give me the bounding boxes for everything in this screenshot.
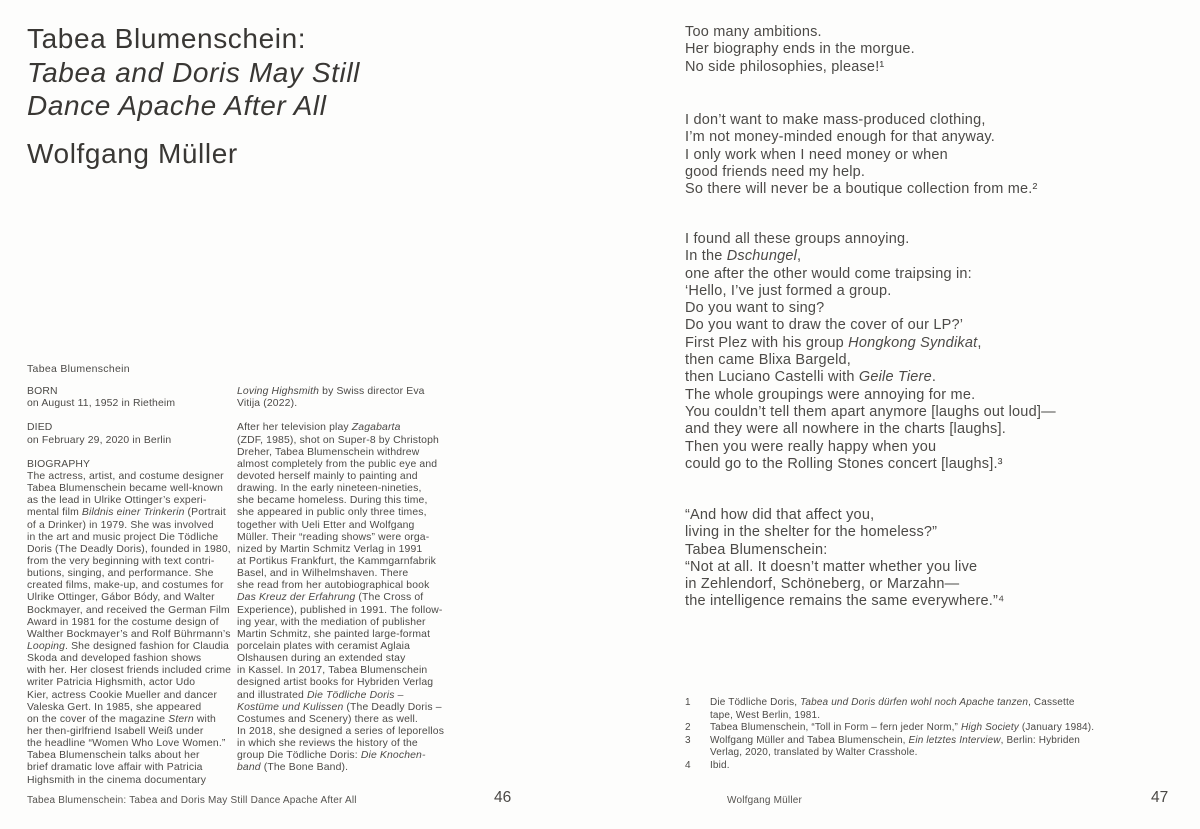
text-line: Looping. She designed fashion for Claudia (27, 640, 229, 652)
text-line: (ZDF, 1985), shot on Super-8 by Christoph (237, 434, 439, 446)
text-line: the intelligence remains the same everywhere.”⁴ (685, 593, 1005, 610)
text-line: Martin Schmitz, she painted large-format (237, 628, 431, 640)
text-line: First Plez with his group Hongkong Syndikat, (685, 334, 982, 351)
text-line: in Zehlendorf, Schöneberg, or Marzahn— (685, 576, 960, 593)
page-number-left: 46 (494, 789, 512, 806)
text-line: Award in 1981 for the costume design of (27, 616, 219, 628)
text-line: of a Drinker) in 1979. She was involved (27, 519, 214, 531)
biography-column-2 (237, 386, 445, 775)
interview-stanza-3 (685, 231, 1190, 473)
footnote-number: 3 (685, 734, 691, 746)
text-line: on August 11, 1952 in Rietheim (27, 398, 176, 410)
text-line: Experience), published in 1991. The follow- (237, 604, 443, 616)
text-line: almost completely from the public eye and (237, 458, 438, 470)
text-line: The actress, artist, and costume designer (27, 470, 224, 482)
footnote-number: 1 (685, 697, 691, 708)
text-line: Ibid. (710, 759, 730, 771)
footnote-text (710, 722, 1094, 735)
text-line: writer Patricia Highsmith, actor Udo (27, 677, 196, 689)
text-line: nized by Martin Schmitz Verlag in 1991 (237, 543, 423, 555)
text-line: Basel, and in Wilhelmshaven. There (237, 568, 409, 580)
text-line: in which she reviews the history of the (237, 738, 418, 750)
text-line: created films, make-up, and costumes for (27, 580, 224, 592)
text-line: Ulrike Ottinger, Gábor Bódy, and Walter (27, 592, 215, 604)
text-line: Kostüme und Kulissen (The Deadly Doris – (237, 701, 442, 713)
text-line (27, 447, 235, 459)
text-line: Valeska Gert. In 1985, she appeared (27, 701, 202, 713)
text-line: Do you want to draw the cover of our LP?’ (685, 317, 964, 334)
footnote-text (710, 735, 1080, 760)
running-footer-right: Wolfgang Müller (727, 795, 803, 806)
text-line: Her biography ends in the morgue. (685, 41, 915, 58)
text-line: and they were all nowhere in the charts [laughs]. (685, 421, 1006, 438)
text-line: brief dramatic love affair with Patricia (27, 762, 203, 774)
text-line: After her television play Zagabarta (237, 422, 401, 434)
text-line: one after the other would come traipsing in: (685, 265, 972, 282)
text-line: then came Blixa Bargeld, (685, 352, 851, 369)
footnote-2 (685, 722, 1185, 735)
text-line: No side philosophies, please!¹ (685, 58, 885, 75)
text-line: mental film Bildnis einer Trinkerin (Portrait (27, 507, 226, 519)
text-line: then Luciano Castelli with Geile Tiere. (685, 369, 937, 386)
text-line: Tabea Blumenschein: (685, 541, 828, 558)
text-line: Die Tödliche Doris, Tabea und Doris dürfen wohl noch Apache tanzen, Cassette (710, 697, 1075, 708)
text-line: Tabea Blumenschein, “Toll in Form – fern jeder Norm,” High Society (January 1984). (710, 722, 1095, 734)
text-line: I found all these groups annoying. (685, 231, 910, 247)
text-line (27, 410, 235, 422)
footnote-text (710, 697, 1075, 722)
text-line: Then you were really happy when you (685, 438, 937, 455)
article-title-subtitle-line-1: Tabea and Doris May Still (27, 56, 361, 88)
text-line: “Not at all. It doesn’t matter whether you live (685, 558, 978, 575)
footnotes-block (685, 697, 1185, 773)
text-line: Olshausen during an extended stay (237, 653, 406, 665)
text-line: on the cover of the magazine Stern with (27, 713, 216, 725)
text-line: Tabea Blumenschein talks about her (27, 750, 200, 762)
text-line: Vitija (2022). (237, 398, 298, 410)
text-line: she appeared in public only three times, (237, 507, 427, 519)
text-line: The whole groupings were annoying for me. (685, 386, 976, 403)
text-line: I only work when I need money or when (685, 146, 948, 163)
text-line: porcelain plates with ceramist Aglaia (237, 640, 411, 652)
text-line: In the Dschungel, (685, 248, 802, 265)
footnote-4 (685, 760, 1185, 773)
text-line: Skoda and developed fashion shows (27, 653, 202, 665)
text-line: in Kassel. In 2017, Tabea Blumenschein (237, 665, 428, 677)
article-title-name: Tabea Blumenschein: (27, 23, 307, 54)
text-line: her then-girlfriend Isabell Weiß under (27, 725, 204, 737)
interview-stanza-4 (685, 507, 1190, 611)
article-title-block (27, 22, 360, 123)
interview-stanza-2 (685, 112, 1190, 198)
text-line: Walther Bockmayer’s and Rolf Bührmann’s (27, 628, 231, 640)
text-line: Kier, actress Cookie Mueller and dancer (27, 689, 218, 701)
text-line: good friends need my help. (685, 163, 866, 180)
text-line: band (The Bone Band). (237, 762, 349, 774)
text-line: Do you want to sing? (685, 300, 825, 317)
footnote-1 (685, 697, 1185, 722)
text-line: “And how did that affect you, (685, 507, 875, 523)
running-footer-left: Tabea Blumenschein: Tabea and Doris May Still Dance Apache After All (27, 795, 357, 806)
footnote-text (710, 760, 730, 773)
text-line: she became homeless. During this time, (237, 495, 428, 507)
text-line: at Portikus Frankfurt, the Kammgarnfabrik (237, 555, 437, 567)
text-line: You couldn’t tell them apart anymore [laughs out loud]— (685, 403, 1056, 420)
text-line: Dreher, Tabea Blumenschein withdrew (237, 446, 420, 458)
footnote-number: 4 (685, 759, 691, 771)
text-line: together with Ueli Etter and Wolfgang (237, 519, 415, 531)
text-line: Highsmith in the cinema documentary (27, 774, 207, 786)
text-line: and illustrated Die Tödliche Doris – (237, 689, 404, 701)
interview-stanza-1 (685, 24, 1190, 76)
text-line: with her. Her closest friends included crime (27, 665, 232, 677)
text-line: Bockmayer, and received the German Film (27, 604, 230, 616)
text-line: ‘Hello, I’ve just formed a group. (685, 282, 892, 299)
text-line: I’m not money-minded enough for that anyway. (685, 129, 995, 146)
text-line: So there will never be a boutique collection from me.² (685, 181, 1038, 198)
text-line: Wolfgang Müller and Tabea Blumenschein, Ein letztes Interview, Berlin: Hybriden (710, 734, 1081, 746)
article-title-subtitle-line-2: Dance Apache After All (27, 90, 327, 121)
text-line: ing year, with the mediation of publisher (237, 616, 426, 628)
text-line: from the very beginning with text contri- (27, 555, 215, 567)
text-line: Verlag, 2020, translated by Walter Crasshole. (710, 747, 918, 759)
text-line: living in the shelter for the homeless?” (685, 524, 938, 541)
author-name: Wolfgang Müller (27, 138, 238, 169)
text-line: DIED (27, 422, 53, 434)
text-line: BORN (27, 386, 58, 397)
text-line: Müller. Their “reading shows” were orga- (237, 531, 430, 543)
text-line: butions, singing, and performance. She (27, 568, 214, 580)
text-line: devoted herself mainly to painting and (237, 470, 418, 482)
text-line: Too many ambitions. (685, 24, 822, 40)
text-line: on February 29, 2020 in Berlin (27, 434, 172, 446)
text-line: BIOGRAPHY (27, 458, 91, 470)
text-line: the headline “Women Who Love Women.” (27, 738, 226, 750)
subject-caption: Tabea Blumenschein (27, 363, 130, 375)
text-line: designed artist books for Hybriden Verlag (237, 677, 434, 689)
text-line (237, 410, 445, 422)
text-line: In 2018, she designed a series of leporellos (237, 725, 445, 737)
text-line: Loving Highsmith by Swiss director Eva (237, 386, 425, 397)
text-line: Costumes and Scenery) there as well. (237, 713, 418, 725)
text-line: she read from her autobiographical book (237, 580, 430, 592)
text-line: could go to the Rolling Stones concert [laughs].³ (685, 455, 1003, 472)
footnote-number: 2 (685, 722, 691, 734)
footnote-3 (685, 735, 1185, 760)
text-line: Das Kreuz der Erfahrung (The Cross of (237, 592, 424, 604)
text-line: drawing. In the early nineteen-nineties, (237, 483, 422, 495)
text-line: Doris (The Deadly Doris), founded in 1980, (27, 543, 231, 555)
text-line: Tabea Blumenschein became well-known (27, 483, 223, 495)
biography-column-1 (27, 386, 235, 787)
text-line: in the art and music project Die Tödliche (27, 531, 219, 543)
page-number-right: 47 (1151, 789, 1169, 806)
text-line: tape, West Berlin, 1981. (710, 709, 821, 721)
text-line: group Die Tödliche Doris: Die Knochen- (237, 750, 426, 762)
text-line: I don’t want to make mass-produced clothing, (685, 112, 986, 128)
text-line: as the lead in Ulrike Ottinger’s experi- (27, 495, 207, 507)
